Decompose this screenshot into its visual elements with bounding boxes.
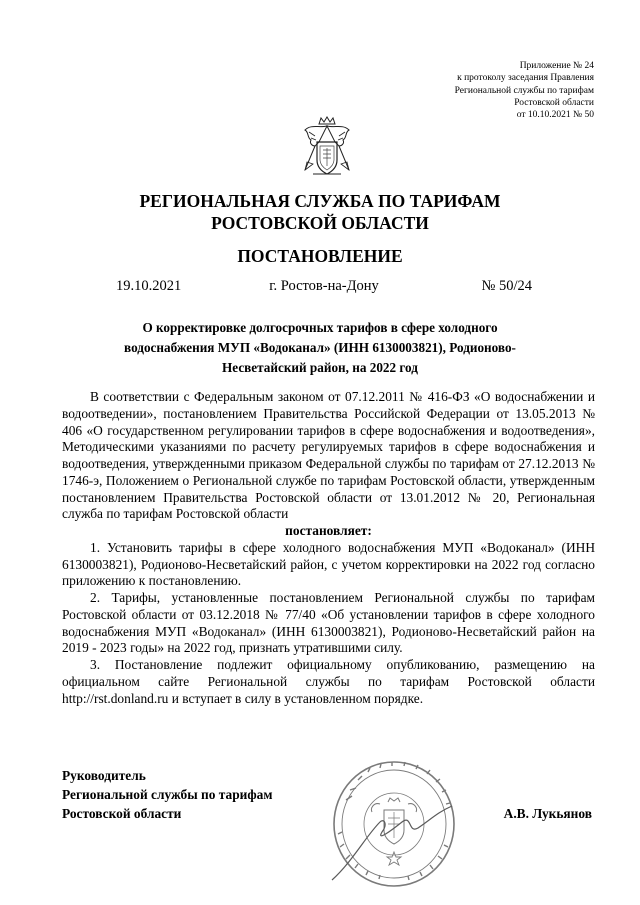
document-type: ПОСТАНОВЛЕНИЕ (237, 246, 403, 266)
signature-title-line: Руководитель (62, 768, 146, 783)
appendix-note (294, 60, 594, 121)
signer-name: А.В. Лукьянов (503, 806, 592, 821)
signature-block (62, 766, 272, 823)
signature-title-line: Ростовской области (62, 806, 182, 821)
agency-title-line: РОСТОВСКОЙ ОБЛАСТИ (211, 213, 429, 233)
appendix-line: Приложение № 24 (519, 61, 594, 71)
body-decree: постановляет: (285, 523, 372, 538)
appendix-line: к протоколу заседания Правления (457, 73, 594, 84)
body-item-3: 3. Постановление подлежит официальному опубликованию, размещению на официальном сайте Региональной службы по тарифам Ростовской области http://rst.donland.ru и вступает в силу в установленном порядке. (62, 657, 595, 706)
appendix-line: Ростовской области (514, 97, 594, 108)
document-body (62, 389, 595, 707)
official-seal-icon (322, 752, 472, 892)
document-city: г. Ростов-на-Дону (269, 278, 379, 294)
agency-title (0, 190, 640, 234)
body-item-1: 1. Установить тарифы в сфере холодного водоснабжения МУП «Водоканал» (ИНН 6130003821), Родионово-Несветайский район, с учетом корректировки на 2022 год согласно приложению к постановлению. (62, 539, 595, 589)
appendix-line: от 10.10.2021 № 50 (516, 110, 594, 121)
agency-title-line: РЕГИОНАЛЬНАЯ СЛУЖБА ПО ТАРИФАМ (139, 191, 501, 211)
document-meta (116, 276, 532, 296)
body-preamble: В соответствии с Федеральным законом от 07.12.2011 № 416-ФЗ «О водоснабжении и водоотведении», постановлением Правительства Российской Федерации от 13.05.2013 № 406 «О государственном регулировании тарифов в сфере водоснабжения и водоотведения», Методическими указаниями по расчету регулируемых тарифов в сфере водоснабжения и водоотведения, утвержденными приказом Федеральной службы по тарифам от 27.12.2013 № 1746-э, Положением о Региональной службе по тарифам Ростовской области, утвержденным постановлением Правительства Ростовской области от 13.01.2012 № 20, Региональная служба по тарифам Ростовской области (62, 389, 595, 522)
document-date: 19.10.2021 (116, 278, 182, 294)
document-subject: О корректировке долгосрочных тарифов в сфере холодного водоснабжения МУП «Водоканал» (ИНН 6130003821), Родионово-Несветайский район, на 2022 год (124, 320, 516, 375)
appendix-line: Региональной службы по тарифам (454, 85, 594, 96)
signature-title-line: Региональной службы по тарифам (62, 787, 273, 802)
document-number: № 50/24 (481, 278, 532, 294)
coat-of-arms-icon (301, 116, 353, 178)
body-item-2: 2. Тарифы, установленные постановлением Региональной службы по тарифам Ростовской области от 03.12.2018 № 77/40 «Об установлении тарифов в сфере холодного водоснабжения МУП «Водоканал» (ИНН 6130003821), Родионово-Несветайский район на 2019 - 2023 годы» на 2022 год, признать утратившими силу. (62, 590, 595, 656)
